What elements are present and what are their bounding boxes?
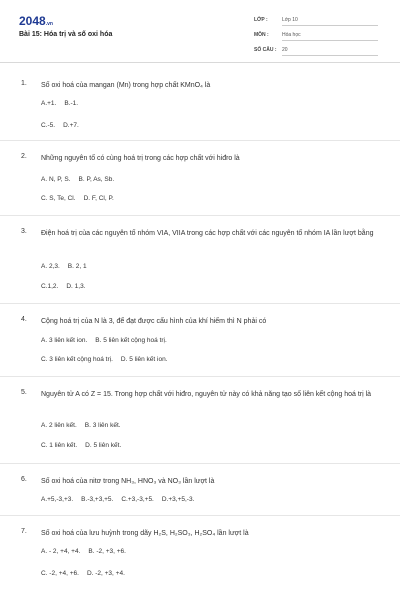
question-number: 4. — [21, 316, 27, 323]
class-label: LỚP : — [254, 17, 268, 23]
option-a[interactable]: A.+5,-3,+3. — [41, 496, 74, 503]
question-text: Cộng hoá trị của N là 3, để đạt được cấu hình của khí hiếm thì N phải có — [41, 318, 267, 325]
question-number: 3. — [21, 228, 27, 235]
option-d[interactable]: D. 5 liên kết ion. — [120, 356, 168, 363]
option-b[interactable]: B. P, As, Sb. — [78, 176, 115, 183]
option-c[interactable]: C.+3,-3,+5. — [121, 496, 154, 503]
option-a[interactable]: A. N, P, S. — [41, 176, 71, 183]
site-logo[interactable] — [19, 14, 53, 28]
question-divider — [0, 215, 400, 216]
option-row — [41, 442, 129, 449]
option-d[interactable]: D.+7. — [63, 122, 79, 129]
option-d[interactable]: D. 5 liên kết. — [85, 442, 122, 449]
option-b[interactable]: B.-1. — [64, 100, 79, 107]
option-d[interactable]: D. F, Cl, P. — [83, 195, 114, 202]
header-divider — [0, 62, 400, 63]
question-number: 2. — [21, 153, 27, 160]
question-divider — [0, 303, 400, 304]
question-text: Nguyên tử A có Z = 15. Trong hợp chất với hiđro, nguyên tử này có khả năng tạo số liên kết cộng hoá trị là — [41, 391, 372, 398]
class-value: Lớp 10 — [282, 17, 378, 26]
option-b[interactable]: B. 2, 1 — [67, 263, 87, 270]
question-text: Những nguyên tố có cùng hoá trị trong các hợp chất với hiđro là — [41, 155, 240, 162]
question-divider — [0, 140, 400, 141]
question-divider — [0, 463, 400, 464]
option-row — [41, 100, 86, 107]
option-row — [41, 195, 122, 202]
option-c[interactable]: C.-5. — [41, 122, 56, 129]
option-c[interactable]: C. 3 liên kết cộng hoá trị. — [41, 356, 113, 363]
option-c[interactable]: C. -2, +4, +6. — [41, 570, 79, 577]
option-row — [41, 263, 95, 270]
option-b[interactable]: B.-3,+3,+5. — [81, 496, 114, 503]
option-a[interactable]: A. 2 liên kết. — [41, 422, 77, 429]
option-b[interactable]: B. -2, +3, +6. — [88, 548, 126, 555]
count-value: 20 — [282, 47, 378, 56]
option-a[interactable]: A. 2,3. — [41, 263, 60, 270]
question-divider — [0, 515, 400, 516]
option-row — [41, 548, 134, 555]
question-number: 1. — [21, 80, 27, 87]
option-row — [41, 422, 129, 429]
logo-suffix: .vn — [45, 21, 53, 27]
question-text: Số oxi hoá của lưu huỳnh trong dãy H₂S, H₂SO₃, H₂SO₄ lần lượt là — [41, 530, 249, 537]
option-d[interactable]: D.+3,+5,-3. — [161, 496, 195, 503]
subject-label: MÔN : — [254, 32, 269, 38]
option-c[interactable]: C.1,2. — [41, 283, 59, 290]
logo-text: 2048 — [19, 14, 46, 28]
worksheet-header — [0, 0, 400, 62]
option-row — [41, 356, 176, 363]
option-b[interactable]: B. 3 liên kết. — [84, 422, 121, 429]
page-title: Bài 15: Hóa trị và số oxi hóa — [19, 31, 113, 38]
option-b[interactable]: B. 5 liên kết cộng hoá trị. — [95, 337, 167, 344]
question-text: Số oxi hoá của nitơ trong NH₃, HNO₃ và NO₃ lần lượt là — [41, 478, 215, 485]
subject-value: Hóa học — [282, 32, 378, 41]
count-label: SỐ CÂU : — [254, 47, 277, 53]
option-c[interactable]: C. S, Te, Cl. — [41, 195, 76, 202]
option-a[interactable]: A.+1. — [41, 100, 57, 107]
option-a[interactable]: A. - 2, +4, +4. — [41, 548, 81, 555]
question-divider — [0, 376, 400, 377]
option-a[interactable]: A. 3 liên kết ion. — [41, 337, 88, 344]
option-row — [41, 122, 87, 129]
option-row — [41, 496, 202, 503]
option-row — [41, 337, 175, 344]
option-row — [41, 283, 94, 290]
question-text: Số oxi hoá của mangan (Mn) trong hợp chất KMnO₄ là — [41, 82, 211, 89]
option-row — [41, 570, 133, 577]
question-number: 7. — [21, 528, 27, 535]
question-text: Điện hoá trị của các nguyên tố nhóm VIA, VIIA trong các hợp chất với các nguyên tố nhóm IA lần lượt bằng — [41, 230, 374, 237]
option-row — [41, 176, 122, 183]
question-number: 5. — [21, 389, 27, 396]
option-c[interactable]: C. 1 liên kết. — [41, 442, 78, 449]
question-number: 6. — [21, 476, 27, 483]
option-d[interactable]: D. -2, +3, +4. — [86, 570, 125, 577]
option-d[interactable]: D. 1,3. — [66, 283, 86, 290]
